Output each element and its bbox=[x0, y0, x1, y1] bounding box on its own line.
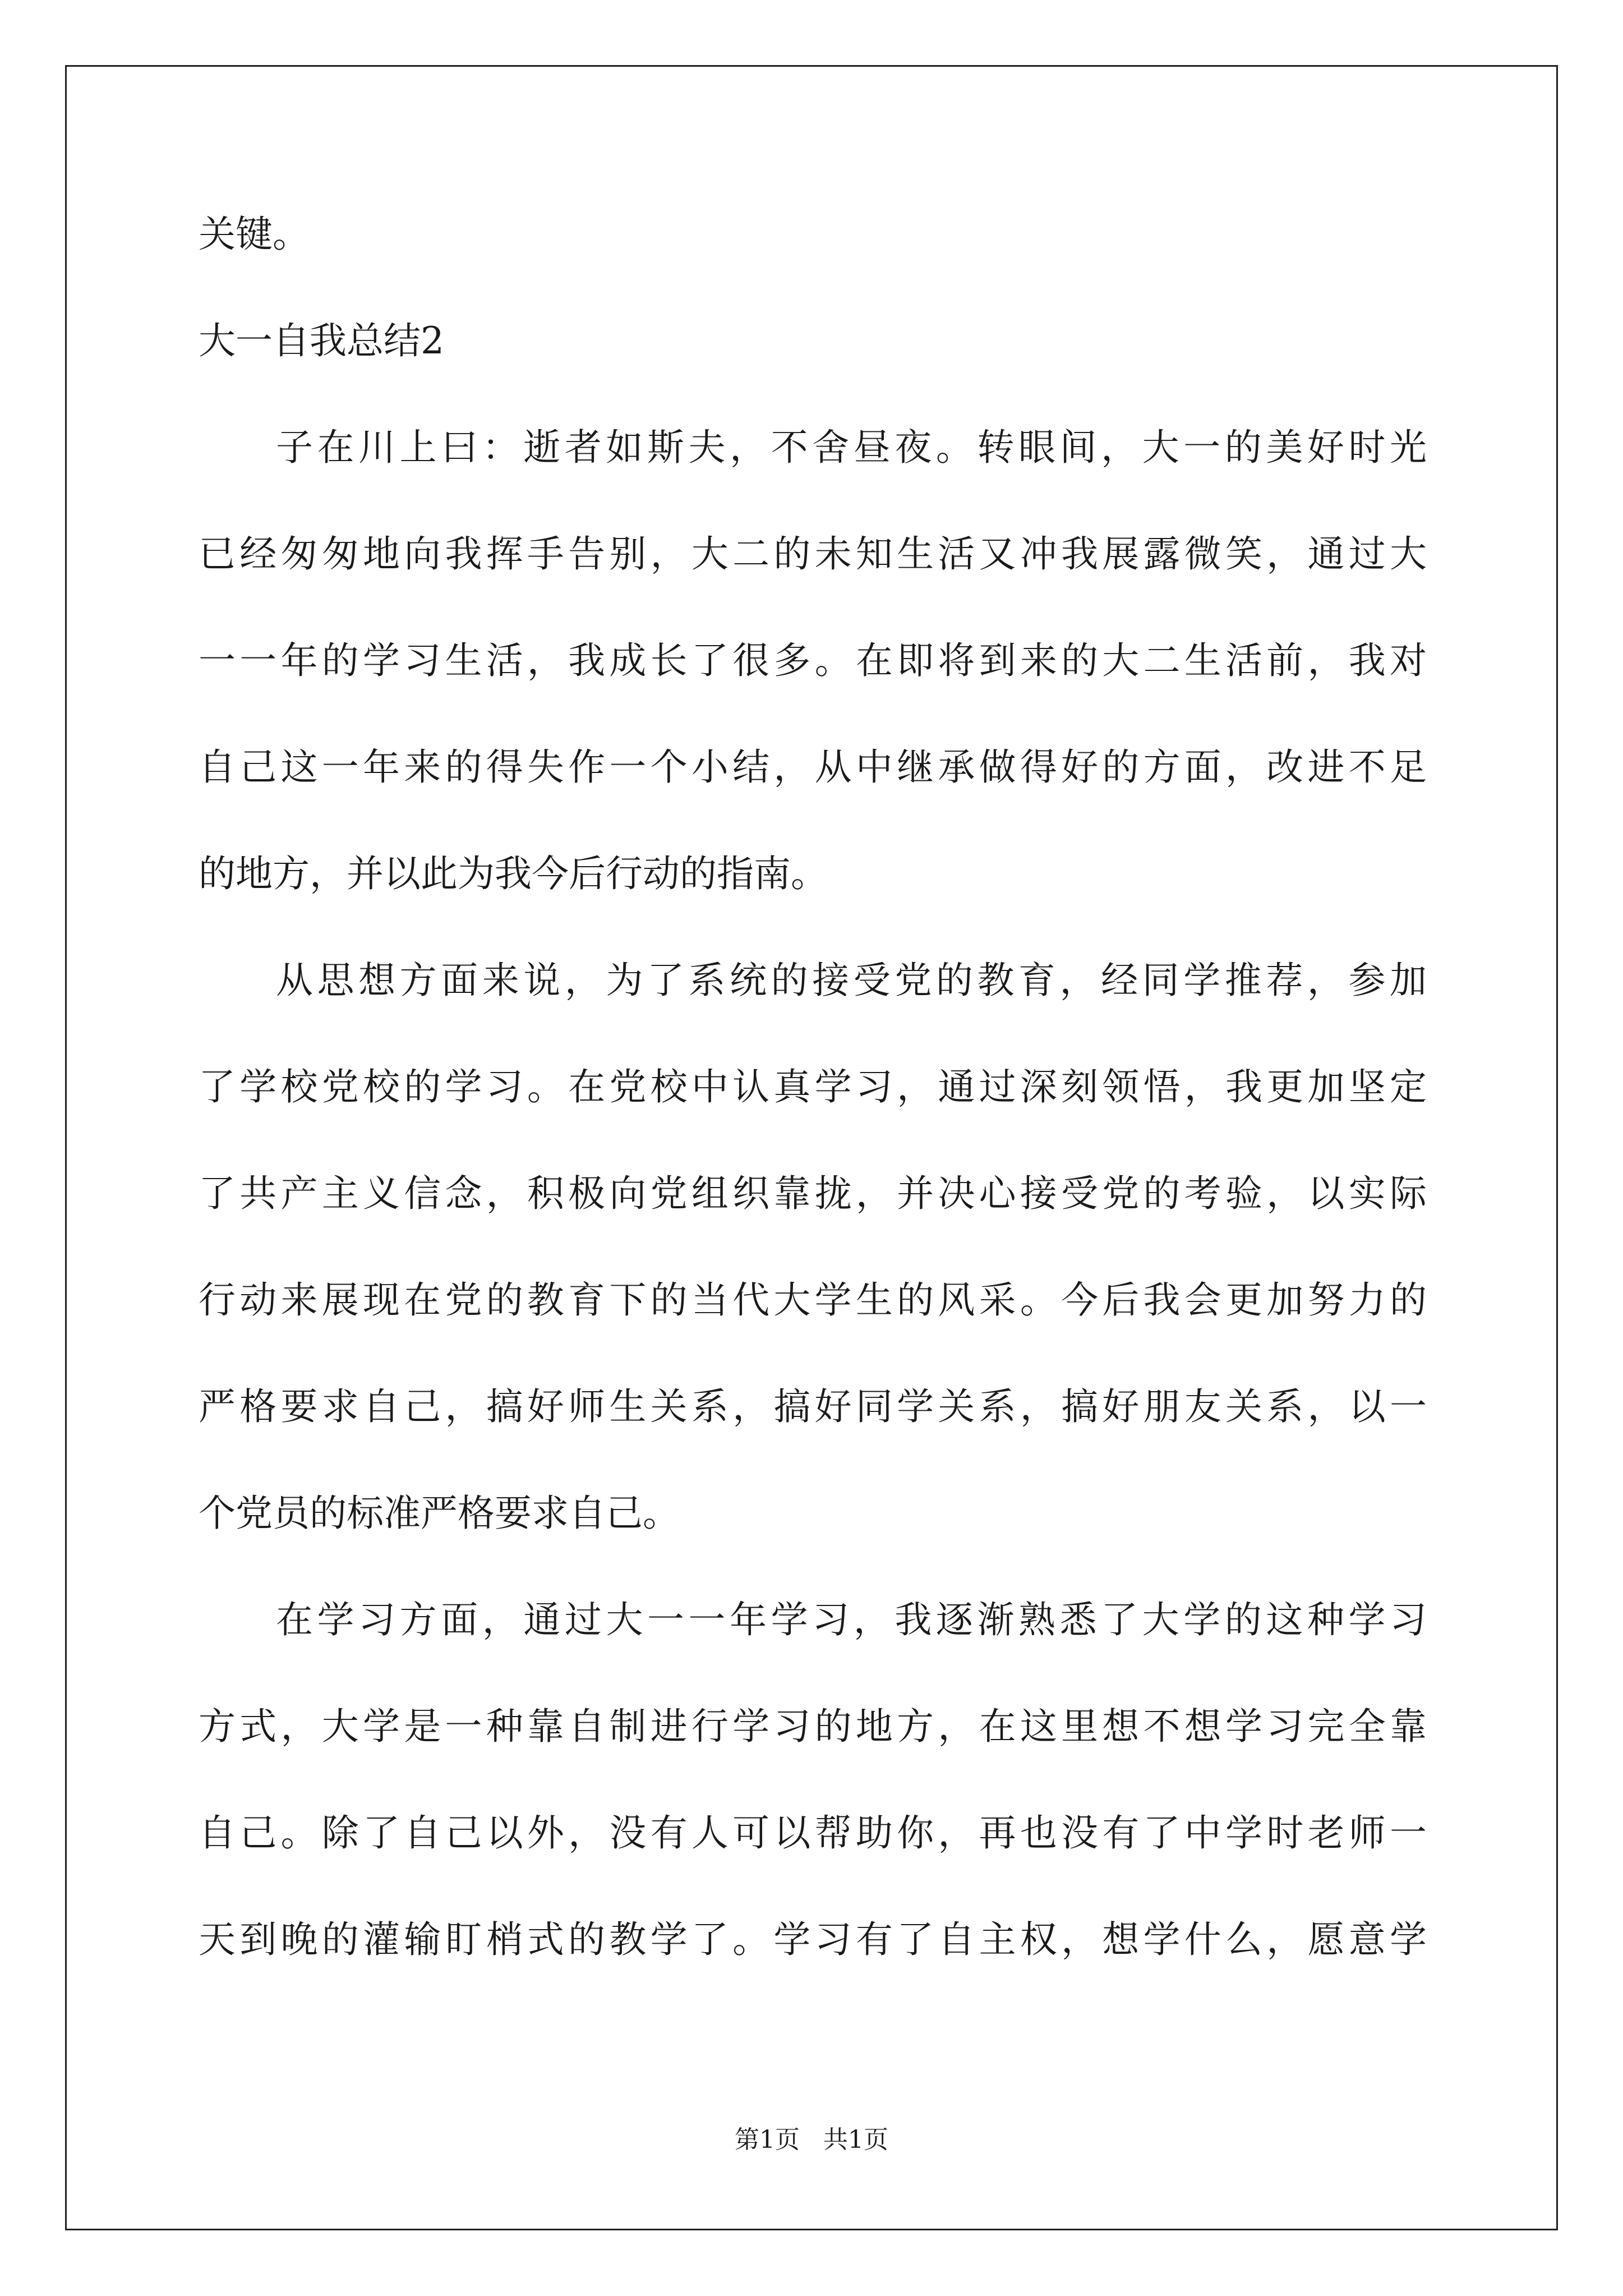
text-line: 方式，大学是一种靠自制进行学习的地方，在这里想不想学习完全靠 bbox=[199, 1705, 1427, 1748]
text-line: 关键。 bbox=[199, 213, 310, 256]
text-line: 严格要求自己，搞好师生关系，搞好同学关系，搞好朋友关系，以一 bbox=[199, 1385, 1427, 1428]
text-line: 行动来展现在党的教育下的当代大学生的风采。今后我会更加努力的 bbox=[199, 1278, 1427, 1322]
text-line: 一一年的学习生活，我成长了很多。在即将到来的大二生活前，我对 bbox=[199, 639, 1427, 682]
page-footer: 第1页 共1页 bbox=[735, 2125, 888, 2154]
text-line: 在学习方面，通过大一一年学习，我逐渐熟悉了大学的这种学习 bbox=[276, 1598, 1427, 1641]
text-line: 自己这一年来的得失作一个小结，从中继承做得好的方面，改进不足 bbox=[199, 746, 1427, 789]
text-line: 的地方，并以此为我今后行动的指南。 bbox=[199, 852, 828, 895]
text-line: 从思想方面来说，为了系统的接受党的教育，经同学推荐，参加 bbox=[276, 959, 1427, 1002]
text-line: 子在川上曰：逝者如斯夫，不舍昼夜。转眼间，大一的美好时光 bbox=[276, 426, 1427, 469]
text-line: 自己。除了自己以外，没有人可以帮助你，再也没有了中学时老师一 bbox=[199, 1811, 1427, 1855]
text-line: 天到晚的灌输盯梢式的教学了。学习有了自主权，想学什么，愿意学 bbox=[199, 1918, 1427, 1961]
text-line: 了学校党校的学习。在党校中认真学习，通过深刻领悟，我更加坚定 bbox=[199, 1065, 1427, 1108]
text-line: 个党员的标准严格要求自己。 bbox=[199, 1492, 680, 1535]
section-heading: 大一自我总结2 bbox=[199, 319, 444, 362]
document-body bbox=[199, 208, 1427, 2019]
text-line: 了共产主义信念，积极向党组织靠拢，并决心接受党的考验，以实际 bbox=[199, 1172, 1427, 1215]
text-line: 已经匆匆地向我挥手告别，大二的未知生活又冲我展露微笑，通过大 bbox=[199, 532, 1427, 576]
